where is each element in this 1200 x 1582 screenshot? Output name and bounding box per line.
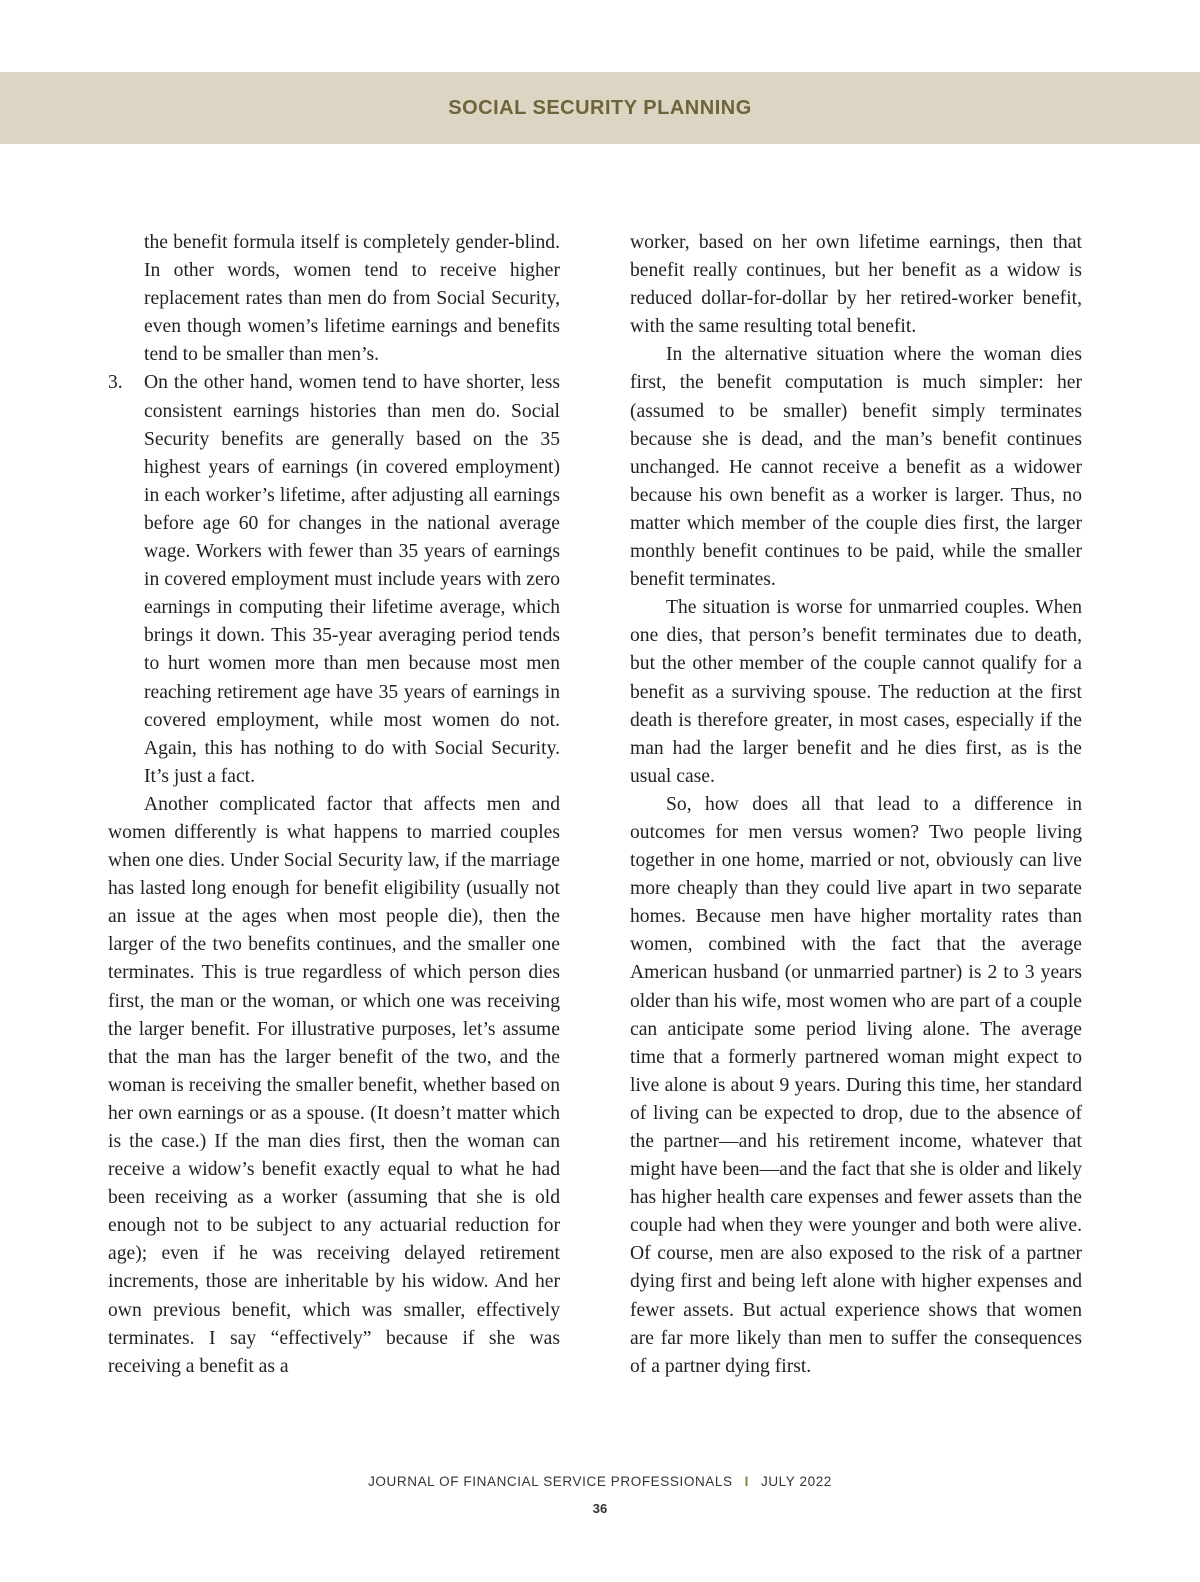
paragraph: Another complicated factor that affects men and women differently is what happens to married couples when one dies. Under Social Security law, if the marriage has lasted long enough for benefit eligibility (usually not an issue at the ages when most people die), then the larger of the two benefits continues, and the smaller one terminates. This is true regardless of which person dies first, the man or the woman, or which one was receiving the larger benefit. For illustrative purposes, let’s assume that the man has the larger benefit of the two, and the woman is receiving the smaller benefit, whether based on her own earnings or as a spouse. (It doesn’t matter which is the case.) If the man dies first, then the woman can receive a widow’s benefit exactly equal to what he had been receiving as a worker (assuming that she is old enough not to be subject to any actuarial reduction for age); even if he was receiving delayed retirement increments, those are inheritable by his widow. And her own previous benefit, which was smaller, effectively terminates. I say “effectively” because if she was receiving a benefit as a <box>108 793 560 1377</box>
left-text-column <box>108 229 560 1381</box>
list-item-text: On the other hand, women tend to have shorter, less consistent earnings histories than men do. Social Security benefits are generally based on the 35 highest years of earnings (in covered employment) in each worker’s lifetime, after adjusting all earnings before age 60 for changes in the national average wage. Workers with fewer than 35 years of earnings in covered employment must include years with zero earnings in computing their lifetime average, which brings it down. This 35-year averaging period tends to hurt women more than men because most men reaching retirement age have 35 years of earnings in covered employment, while most women do not. Again, this has nothing to do with Social Security. It’s just a fact. <box>144 372 560 787</box>
paragraph: In the alternative situation where the woman dies first, the benefit computation is much simpler: her (assumed to be smaller) benefit simply terminates because she is dead, and the man’s benefit continues unchanged. He cannot receive a benefit as a widower because his own benefit as a worker is larger. Thus, no matter which member of the couple dies first, the larger monthly benefit continues to be paid, while the smaller benefit terminates. <box>630 344 1082 591</box>
numbered-item-3 <box>108 369 560 790</box>
issue-date: JULY 2022 <box>760 1474 832 1489</box>
page-footer <box>0 1474 1200 1489</box>
section-title: SOCIAL SECURITY PLANNING <box>448 96 752 119</box>
paragraph-continued: worker, based on her own lifetime earnings, then that benefit really continues, but her benefit as a widow is reduced dollar-for-dollar by her retired-worker benefit, with the same resulting total benefit. <box>630 232 1082 338</box>
footer-separator: I <box>744 1474 749 1489</box>
section-header-band <box>0 72 1200 144</box>
paragraph: The situation is worse for unmarried couples. When one dies, that person’s benefit terminates due to death, but the other member of the couple cannot qualify for a benefit as a surviving spouse. The reduction at the first death is therefore greater, in most cases, especially if the man had the larger benefit and he dies first, as is the usual case. <box>630 597 1082 787</box>
paragraph-continued: the benefit formula itself is completely gender-blind. In other words, women tend to receive higher replacement rates than men do from Social Security, even though women’s lifetime earnings and benefits tend to be smaller than men’s. <box>144 232 560 366</box>
journal-name: JOURNAL OF FINANCIAL SERVICE PROFESSIONALS <box>368 1474 733 1489</box>
page-number: 36 <box>592 1501 608 1516</box>
paragraph: So, how does all that lead to a difference in outcomes for men versus women? Two people living together in one home, married or not, obviously can live more cheaply than they could live apart in two separate homes. Because men have higher mortality rates than women, combined with the fact that the average American husband (or unmarried partner) is 2 to 3 years older than his wife, most women who are part of a couple can anticipate some period living alone. The average time that a formerly partnered woman might expect to live alone is about 9 years. During this time, her standard of living can be expected to drop, due to the absence of the partner—and his retirement income, whatever that might have been—and the fact that she is older and likely has higher health care expenses and fewer assets than the couple had when they were younger and both were alive. Of course, men are also exposed to the risk of a partner dying first and being left alone with higher expenses and fewer assets. But actual experience shows that women are far more likely than men to suffer the consequences of a partner dying first. <box>630 793 1082 1377</box>
list-number: 3. <box>108 372 123 394</box>
right-text-column <box>630 229 1082 1381</box>
